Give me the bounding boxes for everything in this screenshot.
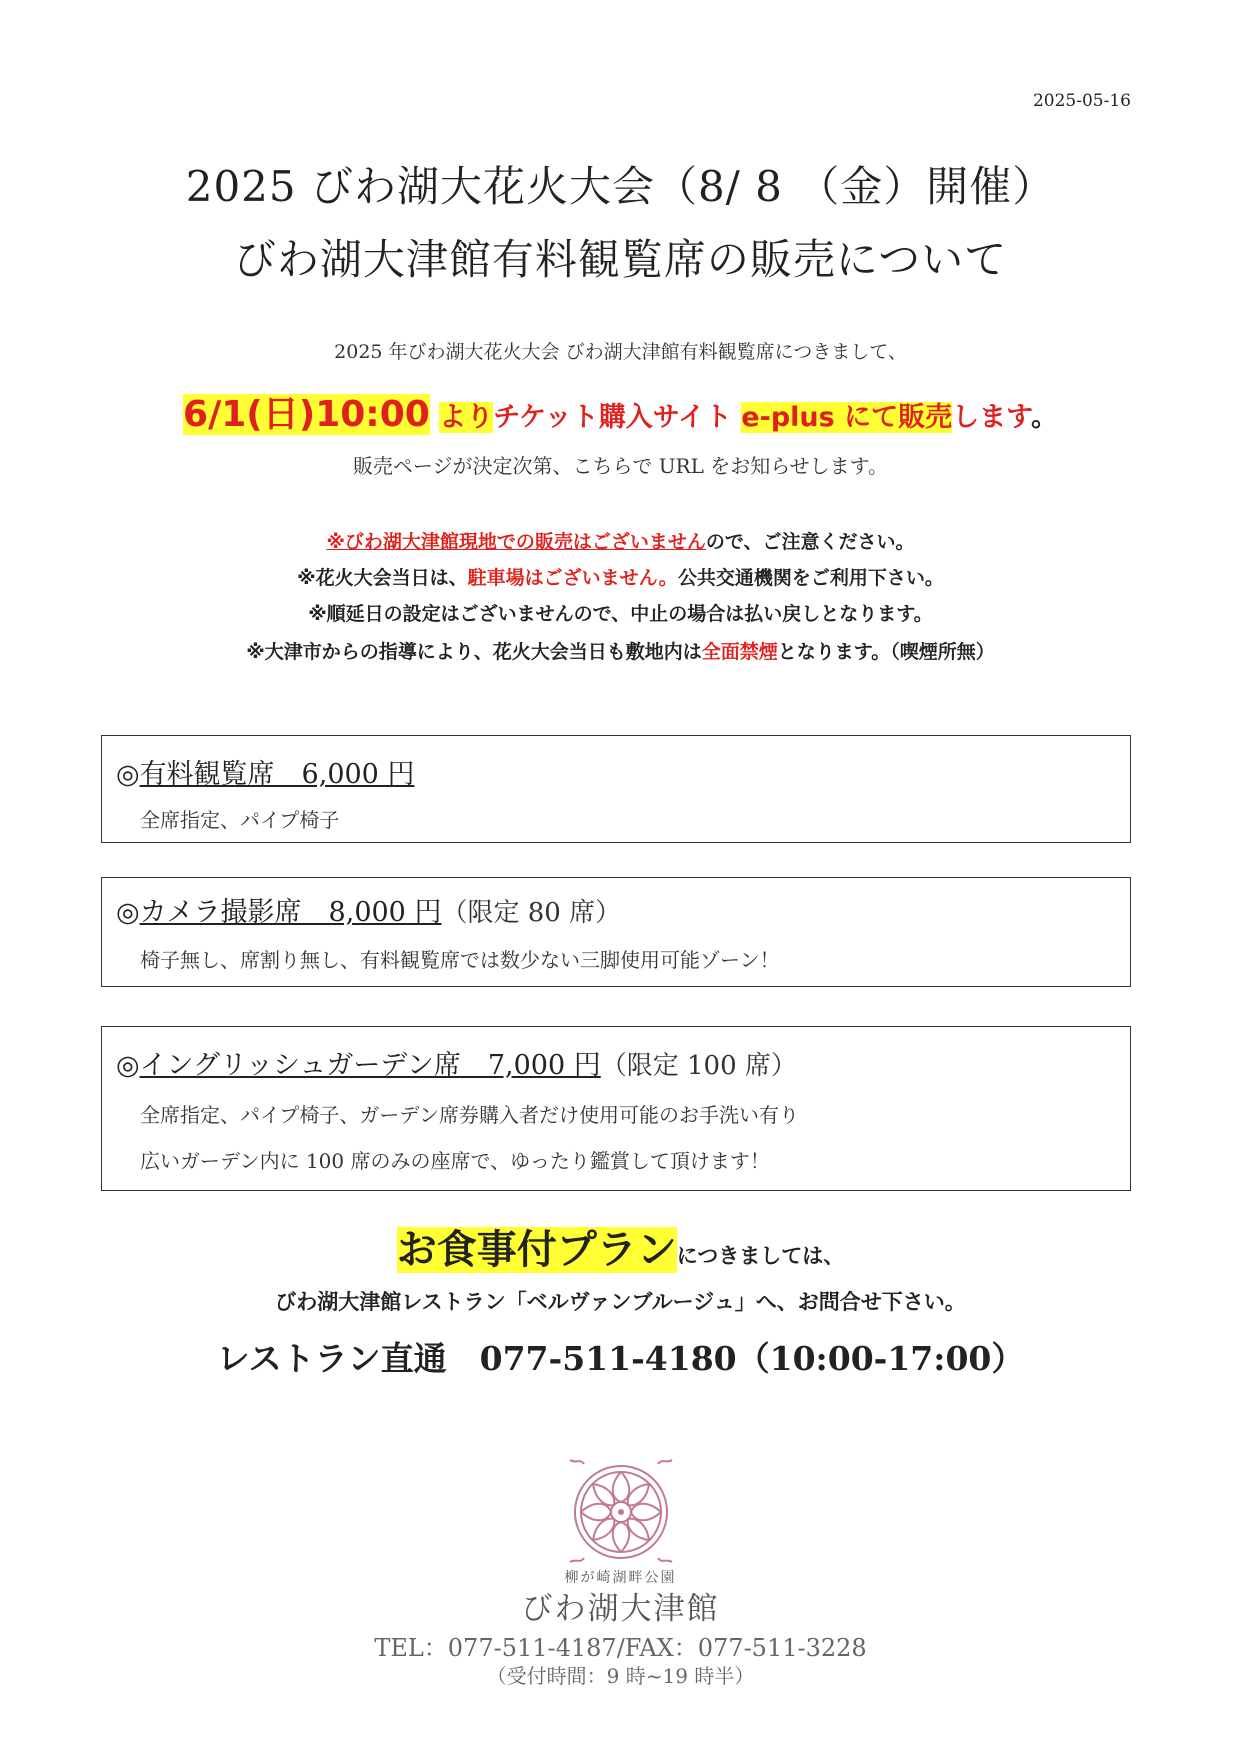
notice-no-onsite-sales: [0, 527, 1241, 554]
seat-description: 全席指定、パイプ椅子: [140, 808, 340, 832]
seat-name-price: イングリッシュガーデン席 7,000 円: [139, 1050, 601, 1081]
restaurant-direct-phone: レストラン直通 077-511-4180（10:00-17:00）: [216, 1339, 1025, 1378]
seat-box-garden: [101, 1026, 1131, 1191]
restaurant-contact: びわ湖大津館レストラン「ベルヴァンブルージュ」へ、お問合せ下さい。: [275, 1290, 966, 1314]
seat-heading: [116, 752, 414, 791]
footer-subtitle: 柳が崎湖畔公園: [564, 1570, 677, 1586]
notice-smoking-b: となります。（喫煙所無）: [777, 641, 995, 663]
seat-description: 椅子無し、席割り無し、有料観覧席では数少ない三脚使用可能ゾーン！: [140, 948, 780, 972]
notice-smoking-a: ※大津市からの指導により、花火大会当日も敷地内は: [246, 641, 702, 663]
page-title-line2: びわ湖大津館有料観覧席の販売について: [233, 235, 1008, 284]
double-circle-icon: ◎: [116, 759, 140, 790]
document-date: 2025-05-16: [1032, 91, 1131, 111]
sale-yori: より: [439, 402, 494, 433]
notice-no-postpone: ※順延日の設定はございませんので、中止の場合は払い戻しとなります。: [308, 603, 933, 625]
sale-ticket-site: チケット購入サイト: [493, 402, 732, 433]
footer-hours: （受付時間：9 時~19 時半）: [486, 1664, 755, 1688]
seat-limit: （限定 80 席）: [441, 898, 622, 928]
meal-plan-highlight: お食事付プラン: [396, 1227, 677, 1273]
footer-tel-fax: TEL：077-511-4187/FAX：077-511-3228: [374, 1634, 867, 1662]
sale-shimasu: します: [952, 402, 1031, 433]
notice-parking-a: ※花火大会当日は、: [297, 567, 468, 589]
seat-name-price: 有料観覧席 6,000 円: [139, 759, 415, 790]
sale-eplus: e-plus にて販売: [741, 402, 953, 433]
sale-period: 。: [1030, 402, 1058, 433]
sale-datetime: 6/1(日)10:00: [183, 394, 430, 435]
sale-announcement: [0, 386, 1241, 437]
seat-heading: [116, 1043, 797, 1082]
meal-plan-heading: [0, 1218, 1241, 1275]
notice-no-onsite-rest: ので、ご注意ください。: [705, 531, 915, 553]
intro-text: 2025 年びわ湖大花火大会 びわ湖大津館有料観覧席につきまして、: [334, 341, 907, 363]
double-circle-icon: ◎: [116, 1050, 140, 1081]
notice-no-onsite-red: ※びわ湖大津館現地での販売はございません: [326, 531, 706, 553]
flower-crest-icon: [562, 1450, 680, 1568]
footer-venue-name: びわ湖大津館: [521, 1591, 720, 1627]
url-notice: 販売ページが決定次第、こちらで URL をお知らせします。: [352, 454, 889, 478]
seat-heading: [116, 890, 621, 929]
notice-no-smoking: [0, 637, 1241, 664]
notice-parking-b: 公共交通機関をご利用下さい。: [677, 567, 944, 589]
page-title-line1: 2025 びわ湖大花火大会（8/ 8 （金）開催）: [185, 162, 1056, 211]
meal-plan-rest: につきましては、: [676, 1244, 845, 1268]
double-circle-icon: ◎: [116, 897, 140, 928]
seat-box-camera: [101, 877, 1131, 987]
notice-parking-red: 駐車場はございません。: [467, 567, 678, 589]
seat-name-price: カメラ撮影席 8,000 円: [139, 897, 442, 928]
seat-description-line2: 広いガーデン内に 100 席のみの座席で、ゆったり鑑賞して頂けます！: [140, 1149, 770, 1173]
notice-no-parking: [0, 563, 1241, 590]
seat-limit: （限定 100 席）: [600, 1051, 797, 1081]
notice-smoking-red: 全面禁煙: [701, 641, 778, 663]
seat-description-line1: 全席指定、パイプ椅子、ガーデン席券購入者だけ使用可能のお手洗い有り: [140, 1103, 799, 1127]
seat-box-standard: [101, 735, 1131, 843]
